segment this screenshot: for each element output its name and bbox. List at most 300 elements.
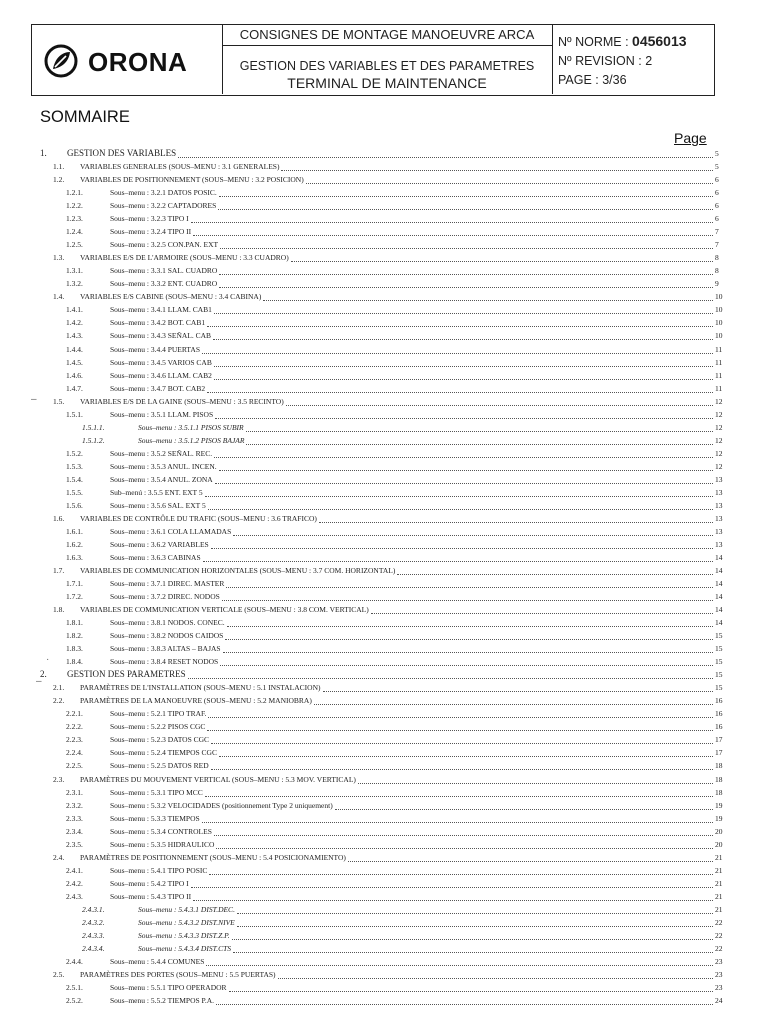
toc-dot-leader bbox=[191, 213, 713, 223]
toc-page-number: 13 bbox=[715, 539, 723, 549]
toc-number: 1.7. bbox=[53, 566, 65, 575]
toc-dot-leader bbox=[371, 604, 713, 614]
toc-dot-leader bbox=[335, 800, 713, 810]
toc-entry[interactable] bbox=[0, 878, 768, 889]
toc-page-number: 12 bbox=[715, 422, 723, 432]
toc-number: 2.5. bbox=[53, 969, 65, 979]
toc-title: Sous–menu : 3.5.1.2 PISOS BAJAR bbox=[138, 435, 245, 445]
toc-dot-leader bbox=[291, 252, 713, 262]
toc-number: 1.4.3. bbox=[66, 331, 83, 341]
toc-dot-leader bbox=[202, 813, 713, 823]
toc-number: 1.4. bbox=[53, 292, 65, 302]
norme-label: Nº NORME : bbox=[558, 35, 629, 49]
toc-number: 1.8.1. bbox=[66, 618, 83, 628]
toc-entry[interactable] bbox=[0, 630, 768, 641]
toc-page-number: 17 bbox=[715, 748, 723, 758]
toc-number: 1.3.1. bbox=[66, 266, 83, 276]
toc-entry[interactable] bbox=[0, 695, 768, 706]
toc-entry[interactable] bbox=[0, 891, 768, 902]
toc-dot-leader bbox=[214, 304, 713, 314]
toc-entry[interactable] bbox=[0, 956, 768, 967]
toc-number: 1.4.5. bbox=[66, 357, 83, 367]
toc-page-number: 10 bbox=[715, 331, 723, 341]
toc-page-number: 15 bbox=[715, 631, 723, 641]
toc-page-number: 17 bbox=[715, 735, 723, 745]
toc-title: Sous–menu : 3.3.2 ENT. CUADRO bbox=[110, 279, 218, 289]
toc-dot-leader bbox=[246, 435, 713, 445]
toc-title: Sous–menu : 3.4.6 LLAM. CAB2 bbox=[110, 370, 212, 380]
toc-title: Sous–menu : 5.4.4 COMUNES bbox=[110, 956, 205, 966]
toc-entry[interactable] bbox=[0, 265, 768, 276]
toc-entry[interactable] bbox=[0, 826, 768, 837]
toc-number: 1.7.1. bbox=[66, 579, 83, 588]
toc-number: 2.4.3.2. bbox=[82, 917, 105, 927]
toc-entry[interactable] bbox=[0, 943, 768, 954]
logo-wordmark: ORONA bbox=[88, 47, 188, 77]
toc-number: 1.5.1.1. bbox=[82, 422, 105, 432]
toc-entry[interactable] bbox=[0, 643, 768, 654]
toc-entry[interactable] bbox=[0, 291, 768, 302]
toc-number: 2.3.1. bbox=[66, 787, 83, 797]
toc-number: 1.3.2. bbox=[66, 279, 83, 289]
toc-number: 2.3.3. bbox=[66, 813, 83, 823]
toc-dot-leader bbox=[211, 760, 713, 770]
toc-title: VARIABLES E/S CABINE (SOUS–MENU : 3.4 CABINA) bbox=[80, 292, 262, 302]
toc-entry[interactable] bbox=[0, 930, 768, 941]
toc-number: 1.7.2. bbox=[66, 592, 83, 601]
toc-dot-leader bbox=[278, 969, 713, 979]
toc-dot-leader bbox=[191, 878, 713, 888]
toc-number: 1.2.5. bbox=[66, 240, 83, 250]
toc-page-number: 21 bbox=[715, 878, 723, 888]
toc-page-number: 18 bbox=[715, 774, 723, 784]
margin-mark: – bbox=[36, 676, 42, 687]
toc-title: Sous–menu : 3.2.3 TIPO I bbox=[110, 214, 189, 224]
toc-entry[interactable] bbox=[0, 539, 768, 550]
toc-page-number: 23 bbox=[715, 983, 723, 992]
toc-page-number: 15 bbox=[715, 683, 723, 693]
toc-dot-leader bbox=[358, 774, 713, 784]
toc-title: Sous–menu : 5.2.4 TIEMPOS CGC bbox=[110, 748, 217, 758]
toc-page-number: 13 bbox=[715, 526, 723, 536]
toc-number: 1. bbox=[40, 148, 47, 158]
toc-number: 2.4.3.3. bbox=[82, 930, 105, 940]
toc-title: Sous–menu : 3.4.5 VARIOS CAB bbox=[110, 357, 212, 367]
toc-entry[interactable] bbox=[0, 344, 768, 355]
toc-title: PARAMÈTRES DE POSITIONNEMENT (SOUS–MENU : 5.4 POSICIONAMIENTO) bbox=[80, 852, 346, 862]
toc-entry[interactable] bbox=[0, 370, 768, 381]
toc-number: 1.4.7. bbox=[66, 383, 83, 393]
toc-entry[interactable] bbox=[0, 330, 768, 341]
toc-number: 2. bbox=[40, 669, 47, 680]
toc-title: Sous–menu : 3.5.1 LLAM. PISOS bbox=[110, 409, 214, 419]
toc-number: 2.3.5. bbox=[66, 839, 83, 849]
toc-dot-leader bbox=[220, 656, 713, 666]
header-line-1: CONSIGNES DE MONTAGE MANOEUVRE ARCA bbox=[222, 25, 552, 46]
toc-entry[interactable] bbox=[0, 317, 768, 328]
toc-page-number: 23 bbox=[715, 969, 723, 979]
toc-page-number: 14 bbox=[715, 592, 723, 601]
toc-title: Sous–menu : 3.4.3 SEÑAL. CAB bbox=[110, 331, 212, 341]
toc-entry[interactable] bbox=[0, 747, 768, 758]
toc-entry[interactable] bbox=[0, 604, 768, 615]
toc-number: 1.5.6. bbox=[66, 500, 83, 510]
toc-title: Sous–menu : 3.8.4 RESET NODOS bbox=[110, 657, 219, 667]
toc-page-number: 16 bbox=[715, 696, 723, 706]
toc-number: 2.4.1. bbox=[66, 865, 83, 875]
toc-page-number: 12 bbox=[715, 461, 723, 471]
toc-number: 2.4.3. bbox=[66, 891, 83, 901]
toc-dot-leader bbox=[237, 917, 713, 927]
toc-page-number: 11 bbox=[715, 370, 723, 380]
toc-entry[interactable] bbox=[0, 982, 768, 993]
toc-page-number: 10 bbox=[715, 318, 723, 328]
toc-entry[interactable] bbox=[0, 682, 768, 693]
toc-page-number: 21 bbox=[715, 865, 723, 875]
toc-title: PARAMÈTRES DE L'INSTALLATION (SOUS–MENU : 5.1 INSTALACION) bbox=[80, 683, 321, 693]
toc-entry[interactable] bbox=[0, 396, 768, 407]
toc-entry[interactable] bbox=[0, 800, 768, 811]
toc-title: Sous–menu : 3.4.2 BOT. CAB1 bbox=[110, 318, 206, 328]
toc-title: Sous–menu : 5.4.2 TIPO I bbox=[110, 878, 189, 888]
toc-title: Sous–menu : 3.6.1 COLA LLAMADAS bbox=[110, 526, 232, 536]
toc-dot-leader bbox=[314, 695, 713, 705]
toc-entry[interactable] bbox=[0, 448, 768, 459]
toc-entry[interactable] bbox=[0, 357, 768, 368]
toc-page-number: 14 bbox=[715, 579, 723, 588]
toc-entry[interactable] bbox=[0, 760, 768, 771]
toc-title: Sous–menu : 5.5.1 TIPO OPERADOR bbox=[110, 983, 227, 992]
toc-entry[interactable] bbox=[0, 774, 768, 785]
toc-number: 2.2.3. bbox=[66, 735, 83, 745]
toc-page-number: 19 bbox=[715, 800, 723, 810]
toc-entry[interactable] bbox=[0, 500, 768, 511]
toc-title: Sous–menu : 5.3.3 TIEMPOS bbox=[110, 813, 200, 823]
toc-page-number: 19 bbox=[715, 813, 723, 823]
toc-number: 1.3. bbox=[53, 253, 65, 263]
toc-page-number: 15 bbox=[715, 657, 723, 667]
toc-title: Sous–menu : 5.4.3 TIPO II bbox=[110, 891, 192, 901]
toc-entry[interactable] bbox=[0, 278, 768, 289]
toc-title: VARIABLES E/S DE LA GAINE (SOUS–MENU : 3.5 RECINTO) bbox=[80, 396, 284, 406]
toc-number: 1.1. bbox=[53, 162, 65, 171]
margin-mark: – bbox=[31, 394, 37, 405]
toc-title: Sous–menu : 5.2.2 PISOS CGC bbox=[110, 722, 206, 732]
toc-dot-leader bbox=[188, 669, 713, 679]
toc-page-number: 15 bbox=[715, 670, 723, 680]
toc-page-number: 9 bbox=[715, 279, 719, 289]
toc-dot-leader bbox=[208, 708, 713, 718]
toc-entry[interactable] bbox=[0, 787, 768, 798]
toc-page-number: 13 bbox=[715, 474, 723, 484]
toc-dot-leader bbox=[219, 278, 713, 288]
toc-entry[interactable] bbox=[0, 226, 768, 237]
toc-number: 1.4.2. bbox=[66, 318, 83, 328]
toc-entry[interactable] bbox=[0, 656, 768, 667]
toc-dot-leader bbox=[226, 578, 713, 588]
toc-entry[interactable] bbox=[0, 526, 768, 537]
toc-title: VARIABLES E/S DE L'ARMOIRE (SOUS–MENU : 3.3 CUADRO) bbox=[80, 253, 289, 263]
toc-page-number: 23 bbox=[715, 956, 723, 966]
toc-entry[interactable] bbox=[0, 513, 768, 524]
page-title: SOMMAIRE bbox=[40, 108, 130, 126]
toc-entry[interactable] bbox=[0, 174, 768, 185]
toc-section[interactable] bbox=[0, 148, 768, 159]
toc-number: 1.8.4. bbox=[66, 657, 83, 667]
toc-entry[interactable] bbox=[0, 383, 768, 394]
toc-dot-leader bbox=[203, 552, 713, 562]
toc-title: Sous–menu : 3.3.1 SAL. CUADRO bbox=[110, 266, 218, 276]
toc-dot-leader bbox=[306, 174, 713, 184]
toc-entry[interactable] bbox=[0, 552, 768, 563]
toc-number: 2.3.2. bbox=[66, 800, 83, 810]
toc-title: Sous–menu : 3.5.4 ANUL. ZONA bbox=[110, 474, 213, 484]
toc-entry[interactable] bbox=[0, 865, 768, 876]
toc-dot-leader bbox=[218, 200, 713, 210]
toc-title: VARIABLES GENERALES (SOUS–MENU : 3.1 GENERALES) bbox=[80, 162, 280, 171]
toc-title: Sous–menu : 5.3.2 VELOCIDADES (positionnement Type 2 uniquement) bbox=[110, 800, 333, 810]
toc-dot-leader bbox=[209, 865, 713, 875]
toc-dot-leader bbox=[202, 344, 713, 354]
toc-number: 1.5.5. bbox=[66, 487, 83, 497]
toc-dot-leader bbox=[219, 265, 713, 275]
toc-title: Sous–menu : 3.5.1.1 PISOS SUBIR bbox=[138, 422, 244, 432]
toc-number: 2.4.3.1. bbox=[82, 904, 105, 914]
toc-page-number: 13 bbox=[715, 513, 723, 523]
toc-entry[interactable] bbox=[0, 578, 768, 589]
toc-dot-leader bbox=[319, 513, 713, 523]
toc-dot-leader bbox=[205, 487, 713, 497]
toc-dot-leader bbox=[219, 187, 713, 197]
toc-title: PARAMÈTRES DU MOUVEMENT VERTICAL (SOUS–MENU : 5.3 MOV. VERTICAL) bbox=[80, 774, 356, 784]
toc-page-number: 20 bbox=[715, 826, 723, 836]
toc-number: 2.1. bbox=[53, 683, 65, 693]
header-line-3: TERMINAL DE MAINTENANCE bbox=[287, 75, 487, 91]
toc-page-number: 11 bbox=[715, 383, 723, 393]
toc-number: 1.6.1. bbox=[66, 526, 83, 536]
toc-page-number: 7 bbox=[715, 227, 719, 237]
toc-page-number: 24 bbox=[715, 996, 723, 1005]
toc-title: VARIABLES DE POSITIONNEMENT (SOUS–MENU : 3.2 POSICION) bbox=[80, 175, 304, 185]
toc-dot-leader bbox=[214, 370, 713, 380]
toc-entry[interactable] bbox=[0, 161, 768, 172]
toc-dot-leader bbox=[216, 995, 713, 1005]
toc-title: Sous–menu : 3.2.4 TIPO II bbox=[110, 227, 192, 237]
toc-dot-leader bbox=[348, 852, 713, 862]
toc-number: 1.5.2. bbox=[66, 448, 83, 458]
toc-dot-leader bbox=[215, 409, 713, 419]
toc-entry[interactable] bbox=[0, 852, 768, 863]
toc-dot-leader bbox=[193, 226, 713, 236]
toc-page-number: 21 bbox=[715, 852, 723, 862]
toc-entry[interactable] bbox=[0, 708, 768, 719]
toc-entry[interactable] bbox=[0, 565, 768, 576]
toc-title: Sous–menu : 3.5.6 SAL. EXT 5 bbox=[110, 500, 206, 510]
toc-number: 1.2. bbox=[53, 175, 65, 185]
toc-dot-leader bbox=[208, 500, 713, 510]
toc-number: 2.5.2. bbox=[66, 996, 83, 1005]
toc-page-number: 8 bbox=[715, 266, 719, 276]
toc-dot-leader bbox=[222, 591, 713, 601]
toc-dot-leader bbox=[206, 956, 713, 966]
toc-dot-leader bbox=[213, 330, 713, 340]
toc-number: 1.2.1. bbox=[66, 188, 83, 198]
toc-number: 2.2. bbox=[53, 696, 65, 706]
toc-number: 2.4. bbox=[53, 852, 65, 862]
toc-page-number: 11 bbox=[715, 344, 723, 354]
toc-entry[interactable] bbox=[0, 474, 768, 485]
toc-number: 2.2.5. bbox=[66, 761, 83, 771]
toc-page-number: 12 bbox=[715, 435, 723, 445]
toc-dot-leader bbox=[246, 422, 713, 432]
toc-dot-leader bbox=[211, 734, 713, 744]
toc-entry[interactable] bbox=[0, 721, 768, 732]
toc-page-number: 21 bbox=[715, 904, 723, 914]
toc-dot-leader bbox=[286, 396, 713, 406]
toc-entry[interactable] bbox=[0, 213, 768, 224]
toc-page-number: 10 bbox=[715, 305, 723, 315]
toc-page-number: 22 bbox=[715, 930, 723, 940]
toc-page-number: 6 bbox=[715, 201, 719, 211]
toc-title: Sous–menu : 3.8.1 NODOS. CONEC. bbox=[110, 618, 225, 628]
toc-page-number: 22 bbox=[715, 943, 723, 953]
toc-number: 1.5. bbox=[53, 396, 65, 406]
toc-dot-leader bbox=[229, 982, 713, 992]
toc-page-number: 22 bbox=[715, 917, 723, 927]
toc-page-number: 15 bbox=[715, 644, 723, 654]
toc-dot-leader bbox=[397, 565, 713, 575]
toc-page-number: 12 bbox=[715, 448, 723, 458]
toc-entry[interactable] bbox=[0, 969, 768, 980]
toc-section[interactable] bbox=[0, 669, 768, 680]
toc-number: 2.2.2. bbox=[66, 722, 83, 732]
toc-title: PARAMÈTRES DES PORTES (SOUS–MENU : 5.5 PUERTAS) bbox=[80, 969, 276, 979]
toc-number: 1.5.1. bbox=[66, 409, 83, 419]
toc-title: GESTION DES VARIABLES bbox=[67, 148, 177, 158]
toc-dot-leader bbox=[219, 461, 713, 471]
toc-number: 2.4.4. bbox=[66, 956, 83, 966]
toc-number: 1.6. bbox=[53, 513, 65, 523]
toc-title: Sous–menu : 3.4.1 LLAM. CAB1 bbox=[110, 305, 212, 315]
toc-page-number: 18 bbox=[715, 787, 723, 797]
toc-number: 1.8. bbox=[53, 605, 65, 615]
toc-page-number: 14 bbox=[715, 605, 723, 615]
toc-number: 1.4.1. bbox=[66, 305, 83, 315]
toc-title: PARAMÈTRES DE LA MANOEUVRE (SOUS–MENU : 5.2 MANIOBRA) bbox=[80, 696, 312, 706]
toc-dot-leader bbox=[211, 539, 713, 549]
toc-title: Sous–menu : 5.3.4 CONTROLES bbox=[110, 826, 212, 836]
toc-entry[interactable] bbox=[0, 409, 768, 420]
toc-entry[interactable] bbox=[0, 813, 768, 824]
toc-dot-leader bbox=[237, 904, 713, 914]
toc-page-number: 13 bbox=[715, 487, 723, 497]
toc-page-number: 12 bbox=[715, 409, 723, 419]
toc-title: Sous–menu : 5.2.5 DATOS RED bbox=[110, 761, 209, 771]
toc-dot-leader bbox=[207, 317, 713, 327]
toc-dot-leader bbox=[205, 787, 713, 797]
toc-entry[interactable] bbox=[0, 239, 768, 250]
toc-number: 1.2.2. bbox=[66, 201, 83, 211]
toc-dot-leader bbox=[219, 747, 713, 757]
header-line-2: GESTION DES VARIABLES ET DES PARAMETRES bbox=[239, 59, 535, 73]
toc-page-number: 16 bbox=[715, 722, 723, 732]
toc-entry[interactable] bbox=[0, 461, 768, 472]
toc-dot-leader bbox=[220, 239, 713, 249]
toc-title: VARIABLES DE CONTRÔLE DU TRAFIC (SOUS–MENU : 3.6 TRAFICO) bbox=[80, 513, 317, 523]
toc-entry[interactable] bbox=[0, 734, 768, 745]
toc-dot-leader bbox=[233, 943, 713, 953]
toc-page-number: 6 bbox=[715, 214, 719, 224]
toc-entry[interactable] bbox=[0, 591, 768, 602]
toc-entry[interactable] bbox=[0, 995, 768, 1006]
toc-number: 2.3. bbox=[53, 774, 65, 784]
toc-entry[interactable] bbox=[0, 304, 768, 315]
toc-dot-leader bbox=[223, 643, 713, 653]
toc-page-number: 5 bbox=[715, 162, 719, 171]
toc-title: Sous–menu : 3.8.3 ALTAS – BAJAS bbox=[110, 644, 221, 654]
toc-title: Sous–menu : 5.4.3.2 DIST.NIVE bbox=[138, 917, 235, 927]
toc-entry[interactable] bbox=[0, 435, 768, 446]
revision-row: Nº REVISION : 2 bbox=[558, 54, 653, 68]
page-number-row: PAGE : 3/36 bbox=[558, 73, 627, 87]
norme-value: 0456013 bbox=[632, 33, 687, 49]
toc-title: Sous–menu : 3.7.2 DIREC. NODOS bbox=[110, 592, 220, 601]
toc-entry[interactable] bbox=[0, 187, 768, 198]
toc-entry[interactable] bbox=[0, 200, 768, 211]
toc-entry[interactable] bbox=[0, 422, 768, 433]
page-column-header: Page bbox=[674, 130, 707, 146]
toc-dot-leader bbox=[227, 617, 713, 627]
toc-number: 2.3.4. bbox=[66, 826, 83, 836]
toc-page-number: 16 bbox=[715, 709, 723, 719]
toc-title: Sous–menu : 3.5.3 ANUL. INCEN. bbox=[110, 461, 217, 471]
toc-dot-leader bbox=[214, 357, 713, 367]
toc-title: Sous–menu : 3.2.1 DATOS POSIC. bbox=[110, 188, 217, 198]
toc-dot-leader bbox=[207, 383, 713, 393]
toc-page-number: 6 bbox=[715, 188, 719, 198]
toc-entry[interactable] bbox=[0, 487, 768, 498]
toc-page-number: 12 bbox=[715, 396, 723, 406]
toc-dot-leader bbox=[263, 291, 713, 301]
toc-page-number: 18 bbox=[715, 761, 723, 771]
toc-page-number: 7 bbox=[715, 240, 719, 250]
toc-entry[interactable] bbox=[0, 917, 768, 928]
toc-entry[interactable] bbox=[0, 617, 768, 628]
toc-title: Sous–menu : 3.5.2 SEÑAL. REC. bbox=[110, 448, 213, 458]
toc-dot-leader bbox=[214, 448, 713, 458]
toc-number: 1.6.3. bbox=[66, 553, 83, 562]
toc-title: Sous–menu : 3.7.1 DIREC. MASTER bbox=[110, 579, 225, 588]
toc-title: Sous–menu : 5.5.2 TIEMPOS P.A. bbox=[110, 996, 215, 1005]
toc-dot-leader bbox=[178, 148, 713, 158]
toc-entry[interactable] bbox=[0, 839, 768, 850]
toc-page-number: 10 bbox=[715, 292, 723, 302]
toc-title: Sous–menu : 5.4.1 TIPO POSIC bbox=[110, 865, 208, 875]
toc-dot-leader bbox=[233, 526, 713, 536]
toc-number: 1.5.4. bbox=[66, 474, 83, 484]
toc-dot-leader bbox=[225, 630, 713, 640]
toc-title: Sous–menu : 5.2.1 TIPO TRAF. bbox=[110, 709, 207, 719]
toc-number: 2.4.3.4. bbox=[82, 943, 105, 953]
toc-page-number: 14 bbox=[715, 553, 723, 562]
toc-page-number: 13 bbox=[715, 500, 723, 510]
toc-number: 2.2.1. bbox=[66, 709, 83, 719]
toc-page-number: 20 bbox=[715, 839, 723, 849]
toc-entry[interactable] bbox=[0, 252, 768, 263]
toc-entry[interactable] bbox=[0, 904, 768, 915]
toc-title: Sous–menu : 5.4.3.1 DIST.DEC. bbox=[138, 904, 235, 914]
toc-number: 1.4.6. bbox=[66, 370, 83, 380]
